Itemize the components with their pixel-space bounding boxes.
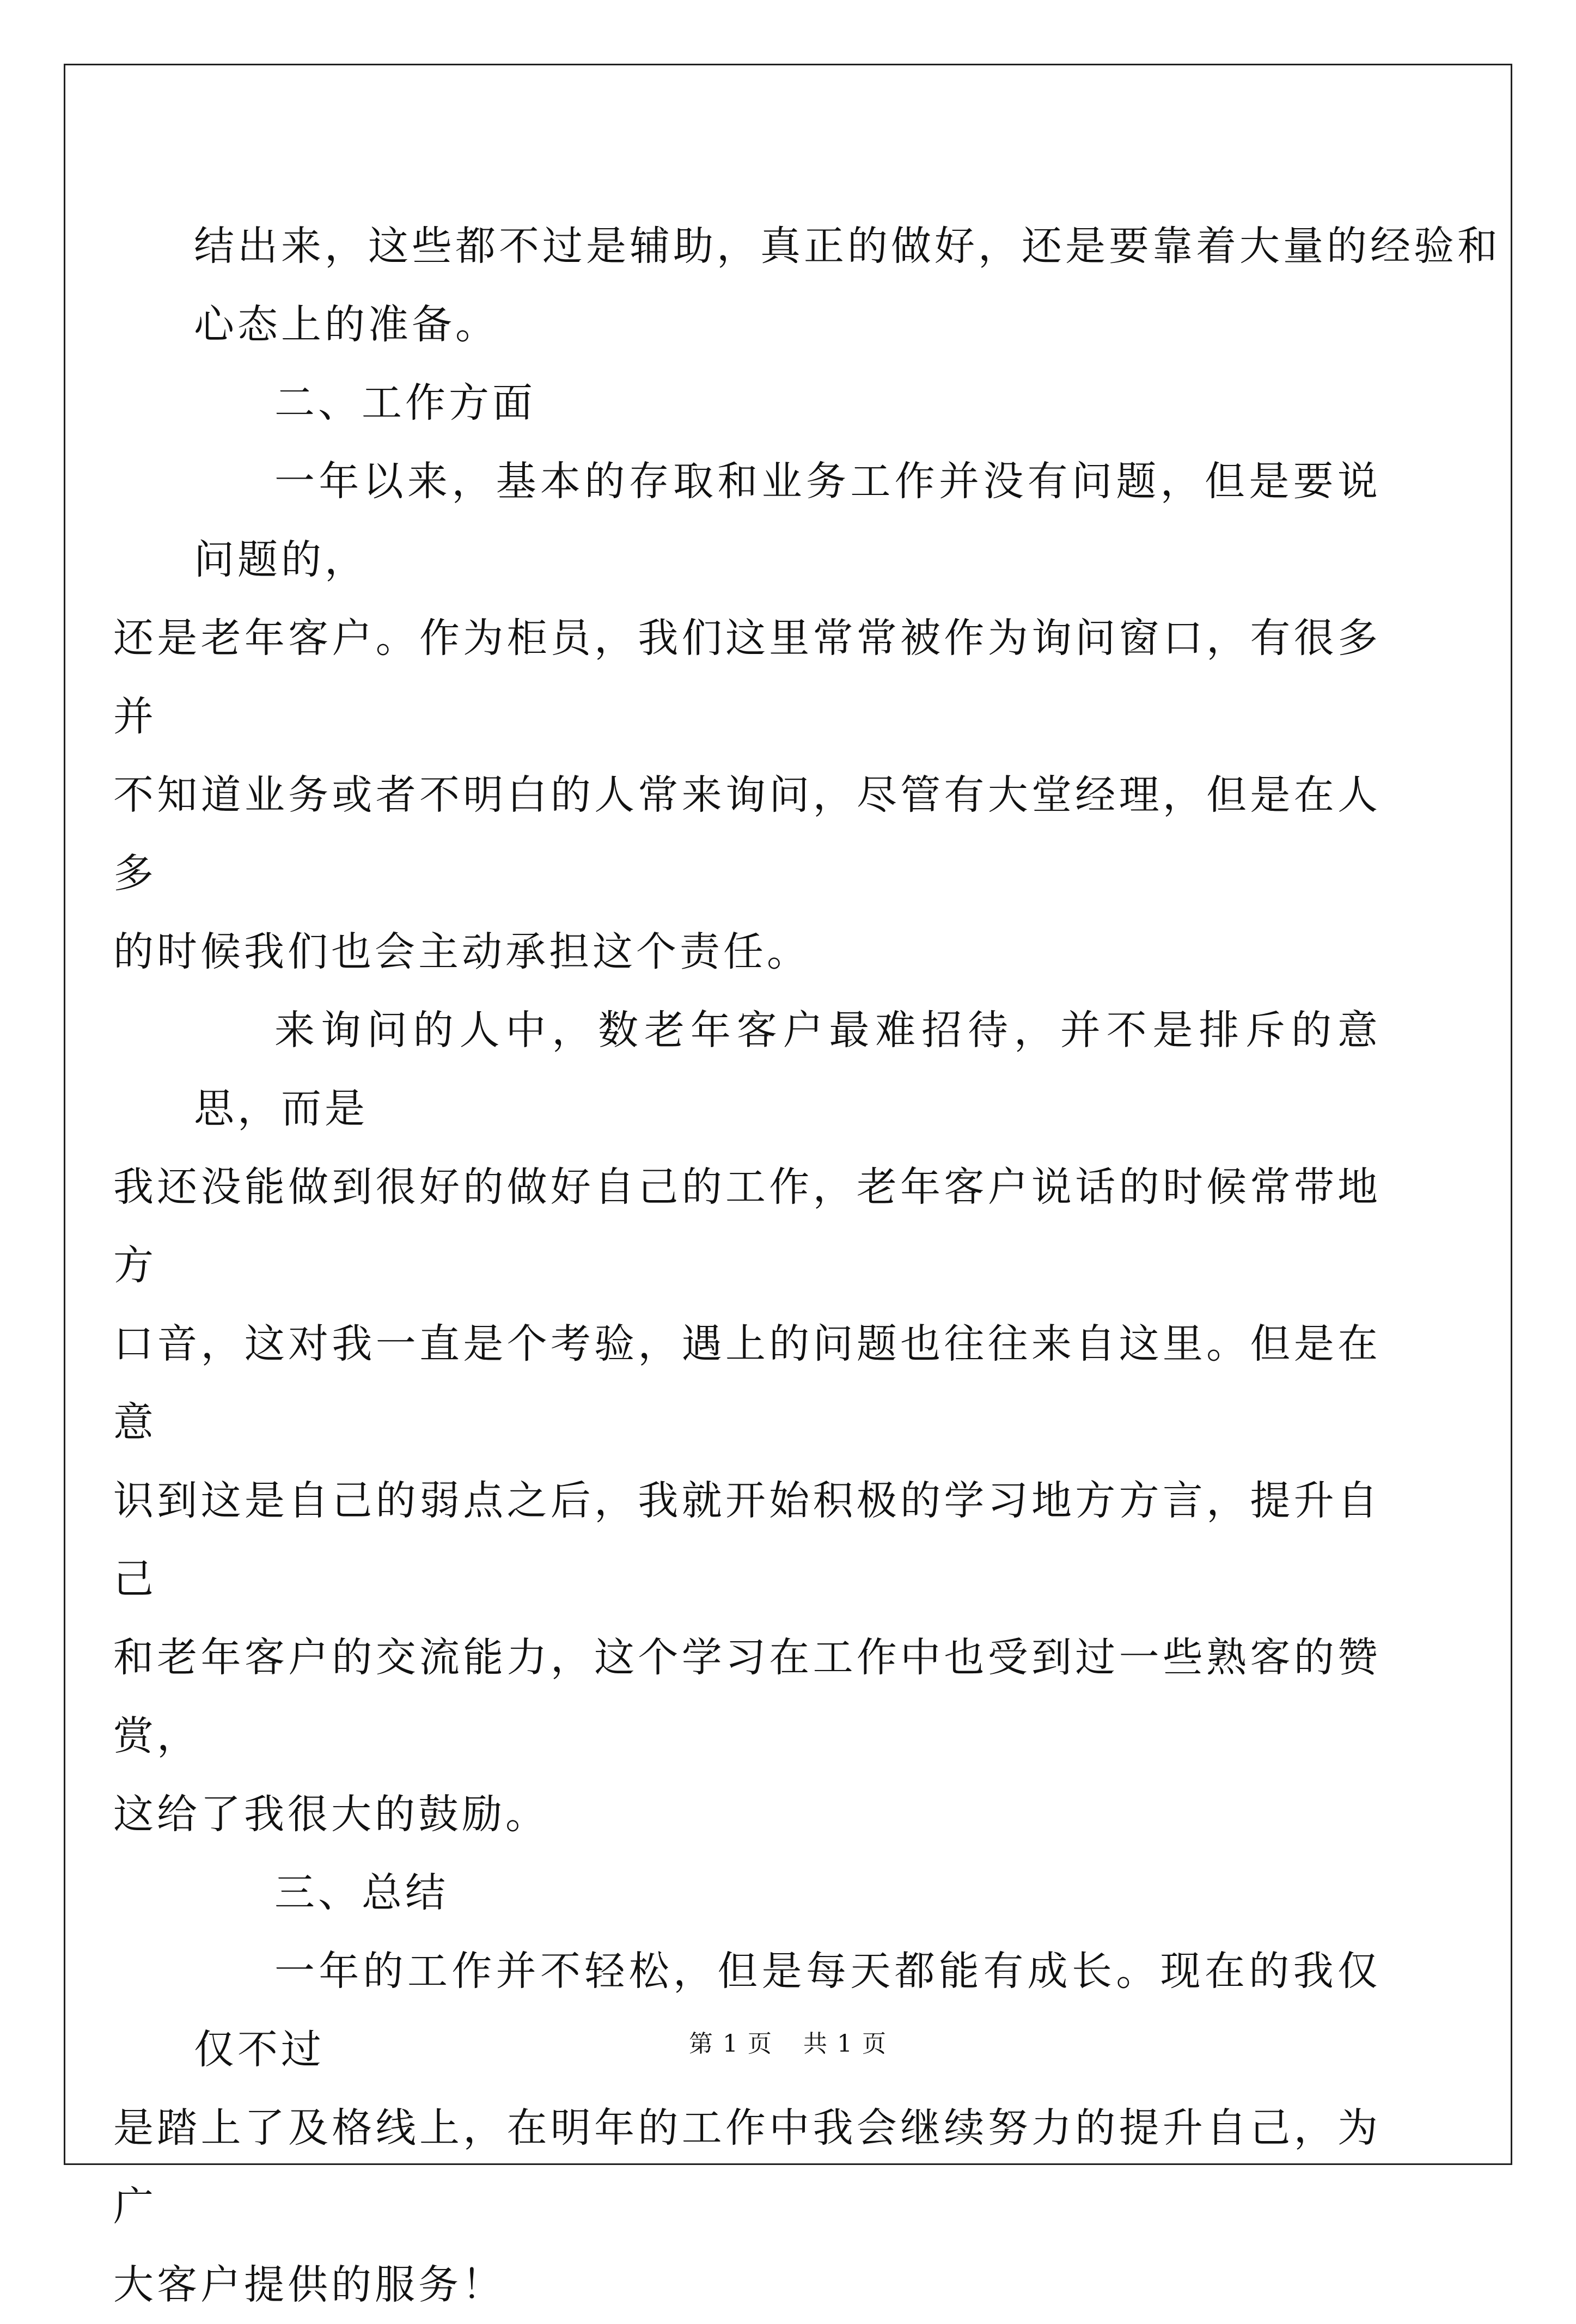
text-line: 识到这是自己的弱点之后，我就开始积极的学习地方方言，提升自己: [113, 1477, 1381, 1603]
text-line: 和老年客户的交流能力，这个学习在工作中也受到过一些熟客的赞赏，: [113, 1634, 1381, 1759]
text-line: 心态上的准备。: [194, 301, 499, 348]
document-body: [113, 207, 1501, 2324]
text-line: 还是老年客户。作为柜员，我们这里常常被作为询问窗口，有很多并: [113, 615, 1381, 740]
text-line: 大客户提供的服务！: [113, 2261, 505, 2308]
paragraph-continuation: [194, 207, 1501, 364]
text-line: 的时候我们也会主动承担这个责任。: [113, 928, 810, 975]
text-line: 来询问的人中，数老年客户最难招待，并不是排斥的意思，而是: [194, 1007, 1381, 1132]
page-number: 第 1 页: [689, 2030, 773, 2058]
text-line: 一年以来，基本的存取和业务工作并没有问题，但是要说问题的，: [194, 458, 1381, 583]
text-line: 口音，这对我一直是个考验，遇上的问题也往往来自这里。但是在意: [113, 1320, 1381, 1446]
page-total: 共 1 页: [803, 2030, 887, 2058]
heading-text: 三、总结: [274, 1869, 449, 1916]
text-line: 一年的工作并不轻松，但是每天都能有成长。现在的我仅仅不过: [194, 1948, 1381, 2073]
paragraph: [113, 991, 1381, 1854]
text-line: 结出来，这些都不过是辅助，真正的做好，还是要靠着大量的经验和: [194, 223, 1501, 270]
paragraph: [113, 442, 1381, 991]
heading-text: 二、工作方面: [274, 380, 536, 426]
text-line: 不知道业务或者不明白的人常来询问，尽管有大堂经理，但是在人多: [113, 772, 1381, 897]
text-line: 我还没能做到很好的做好自己的工作，老年客户说话的时候常带地方: [113, 1164, 1381, 1289]
section-heading-work: [194, 364, 1381, 442]
section-heading-summary: [194, 1854, 1381, 1932]
page-footer: [0, 2029, 1576, 2059]
text-line: 是踏上了及格线上，在明年的工作中我会继续努力的提升自己，为广: [113, 2105, 1381, 2230]
text-line: 这给了我很大的鼓励。: [113, 1791, 549, 1838]
paragraph: [113, 1932, 1381, 2324]
